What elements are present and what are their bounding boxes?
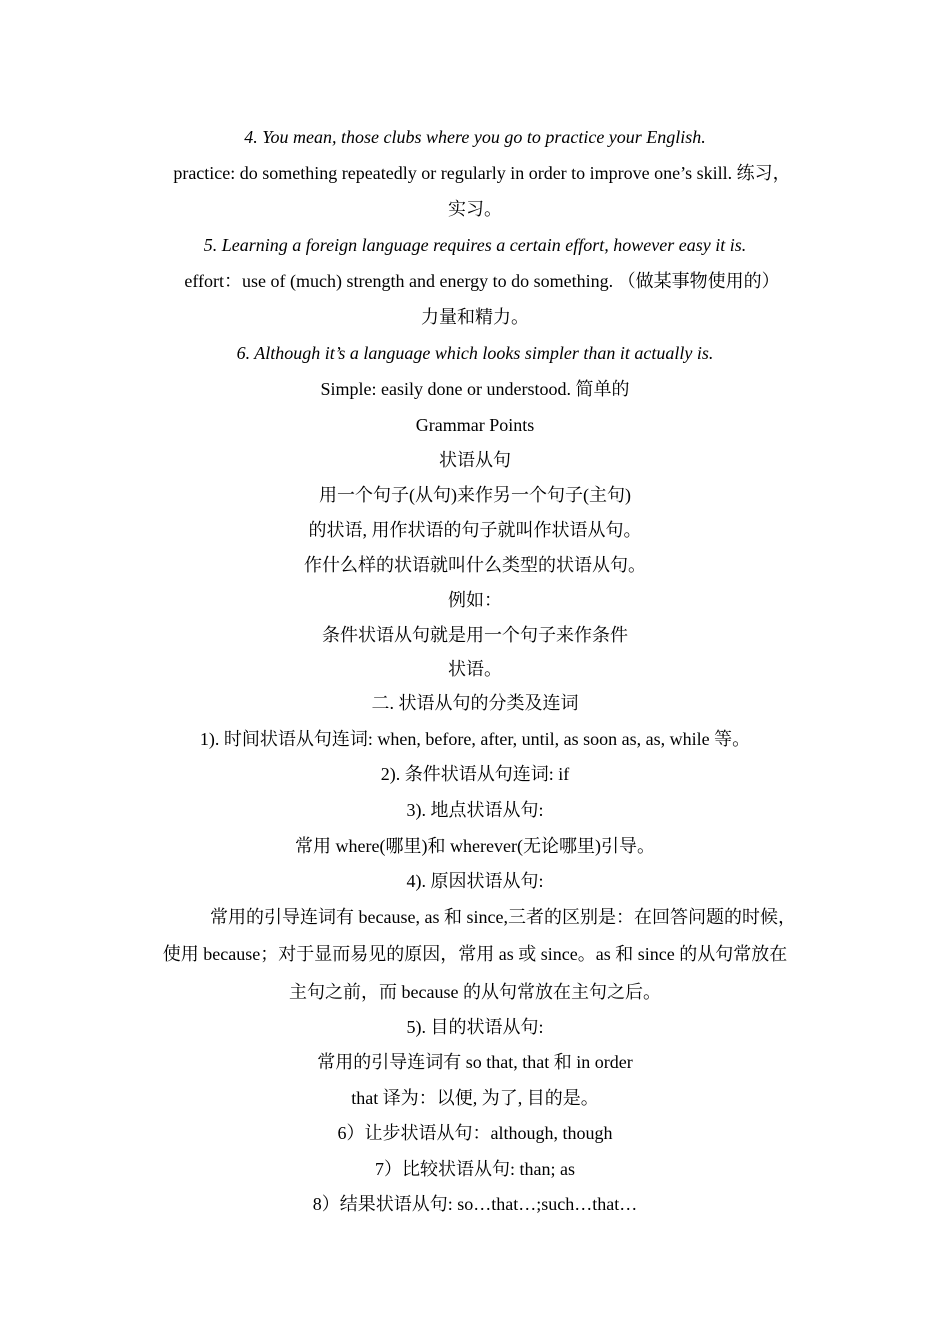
type-3-place: 3). 地点状语从句: (406, 800, 544, 820)
reason-paragraph-line-2: 使用 because；对于显而易见的原因，常用 as 或 since。as 和 since 的从句常放在 (162, 944, 788, 964)
sentence-4: 4. You mean, those clubs where you go to practice your English. (244, 127, 706, 147)
definition-line-2: 的状语, 用作状语的句子就叫作状语从句。 (308, 520, 642, 540)
simple-definition: Simple: easily done or understood. 简单的 (320, 379, 630, 399)
type-8-result: 8）结果状语从句: so…that…;such…that… (312, 1194, 638, 1214)
section-2-heading: 二. 状语从句的分类及连词 (371, 693, 579, 713)
practice-definition: practice: do something repeatedly or regularly in order to improve one’s skill. 练习， (173, 163, 791, 183)
type-1-time: 1). 时间状语从句连词: when, before, after, until, as soon as, as, while 等。 (199, 729, 751, 749)
type-7-comparison: 7）比较状语从句: than; as (375, 1159, 575, 1179)
grammar-title: 状语从句 (439, 450, 511, 470)
type-3-detail: 常用 where(哪里)和 wherever(无论哪里)引导。 (295, 836, 655, 856)
sentence-5: 5. Learning a foreign language requires a certain effort, however easy it is. (203, 235, 747, 255)
reason-paragraph-line-3: 主句之前，而 because 的从句常放在主句之后。 (289, 982, 661, 1002)
example-line-2: 状语。 (448, 659, 502, 679)
reason-paragraph-line-1: 常用的引导连词有 because, as 和 since,三者的区别是：在回答问题的时候， (210, 907, 796, 927)
effort-definition-cont: 力量和精力。 (421, 307, 529, 327)
definition-line-1: 用一个句子(从句)来作另一个句子(主句) (319, 485, 631, 505)
type-2-condition: 2). 条件状语从句连词: if (380, 764, 570, 784)
purpose-detail-2: that 译为：以便, 为了, 目的是。 (351, 1088, 599, 1108)
practice-definition-cont: 实习。 (448, 199, 502, 219)
type-4-reason: 4). 原因状语从句: (406, 871, 544, 891)
type-6-concession: 6）让步状语从句：although, though (337, 1123, 613, 1143)
effort-definition: effort：use of (much) strength and energy to do something. （做某事物使用的） (184, 271, 780, 291)
example-label: 例如： (448, 590, 502, 610)
type-5-purpose: 5). 目的状语从句: (406, 1017, 544, 1037)
grammar-heading: Grammar Points (415, 415, 535, 435)
purpose-detail-1: 常用的引导连词有 so that, that 和 in order (317, 1052, 633, 1072)
example-line-1: 条件状语从句就是用一个句子来作条件 (322, 625, 628, 645)
sentence-6: 6. Although it’s a language which looks simpler than it actually is. (236, 343, 714, 363)
definition-line-3: 作什么样的状语就叫什么类型的状语从句。 (304, 555, 646, 575)
